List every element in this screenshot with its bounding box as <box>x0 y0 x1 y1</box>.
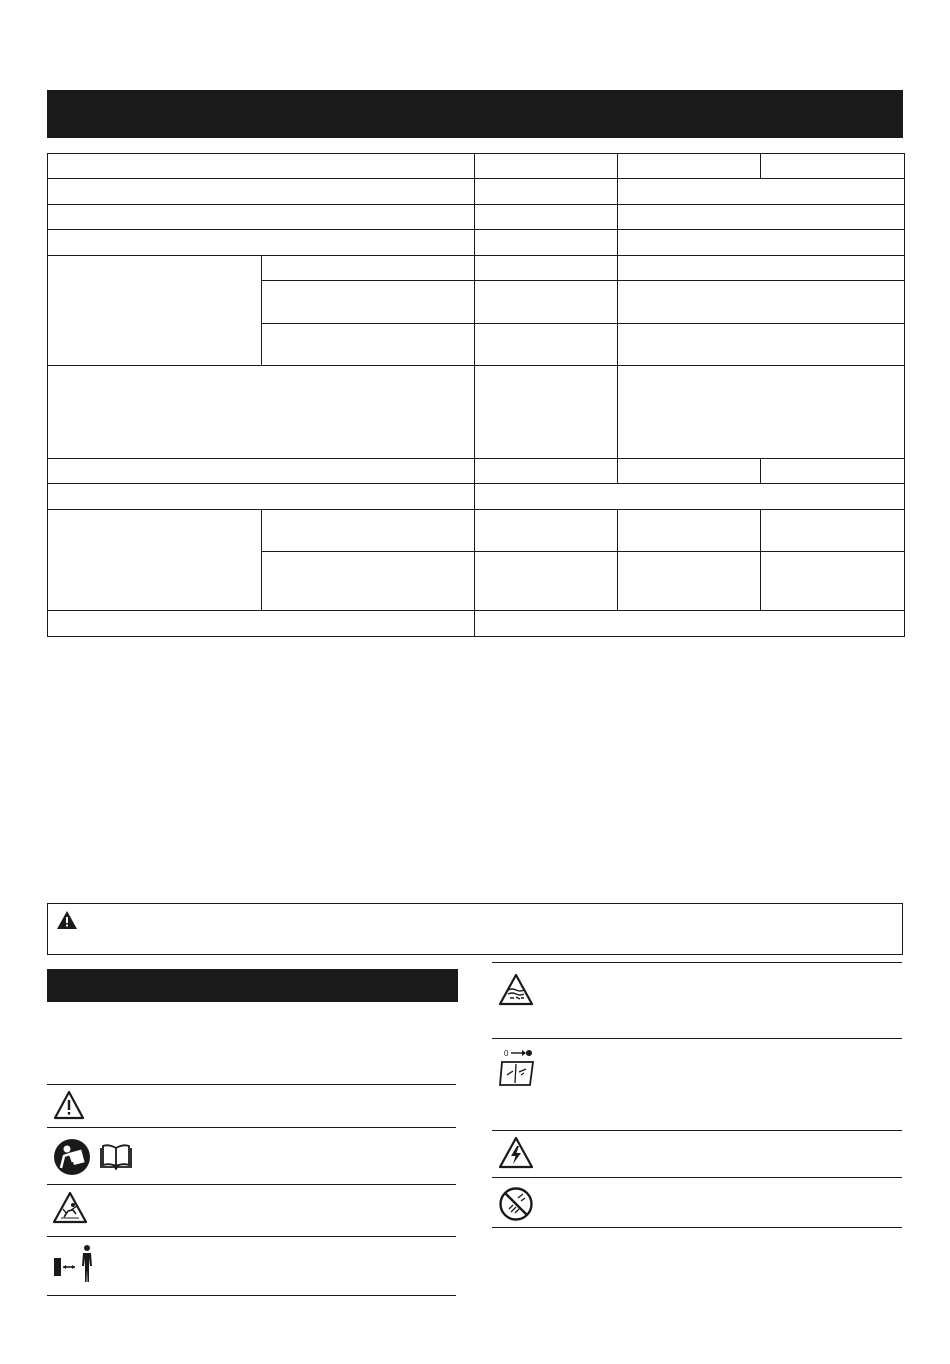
table-row <box>48 179 905 205</box>
warning-triangle-icon <box>53 1090 85 1120</box>
table-cell <box>48 256 262 366</box>
table-row <box>48 154 905 179</box>
electric-hazard-icon <box>498 1136 534 1170</box>
table-cell <box>48 230 475 256</box>
table-row <box>48 205 905 230</box>
table-cell <box>48 179 475 205</box>
symbol-row <box>492 1131 902 1178</box>
table-cell <box>48 154 475 179</box>
table-row <box>48 230 905 256</box>
table-cell <box>761 154 905 179</box>
table-cell <box>48 205 475 230</box>
table-cell <box>475 611 905 637</box>
table-cell <box>618 459 761 484</box>
table-row <box>48 510 905 552</box>
table-cell <box>618 256 905 281</box>
table-cell <box>618 154 761 179</box>
specifications-banner <box>47 90 903 138</box>
table-cell <box>761 459 905 484</box>
table-cell <box>475 281 618 324</box>
symbol-row <box>47 1185 456 1237</box>
table-cell <box>475 459 618 484</box>
table-row <box>48 484 905 510</box>
table-cell <box>618 281 905 324</box>
symbol-row <box>47 1084 456 1128</box>
table-row <box>48 611 905 637</box>
warning-box <box>47 903 903 955</box>
symbols-banner <box>47 969 458 1002</box>
table-cell <box>475 366 618 459</box>
table-row <box>48 366 905 459</box>
symbol-row <box>47 1237 456 1296</box>
flying-debris-icon <box>498 973 534 1007</box>
specifications-table <box>47 153 905 637</box>
falling-objects-icon <box>52 1191 88 1225</box>
table-cell <box>618 366 905 459</box>
svg-text:0: 0 <box>504 1049 509 1058</box>
table-cell <box>475 256 618 281</box>
table-cell <box>618 179 905 205</box>
table-row <box>48 256 905 281</box>
table-cell <box>262 552 475 611</box>
table-cell <box>475 205 618 230</box>
symbol-row <box>492 1039 902 1131</box>
keep-distance-icon <box>53 1244 99 1284</box>
warning-triangle-icon <box>56 910 78 930</box>
table-cell <box>262 510 475 552</box>
table-cell <box>618 205 905 230</box>
table-cell <box>475 324 618 366</box>
table-cell <box>618 552 761 611</box>
symbol-row <box>492 1178 902 1228</box>
table-cell <box>475 154 618 179</box>
table-cell <box>618 324 905 366</box>
table-cell <box>761 552 905 611</box>
table-cell <box>475 552 618 611</box>
table-cell <box>48 366 475 459</box>
table-cell <box>262 324 475 366</box>
table-cell <box>48 459 475 484</box>
table-row <box>48 459 905 484</box>
table-cell <box>618 230 905 256</box>
read-manual-icon <box>53 1138 93 1176</box>
symbol-row <box>47 1128 456 1185</box>
no-water-spray-icon <box>498 1186 534 1222</box>
open-book-icon <box>99 1144 133 1170</box>
symbol-row <box>492 962 902 1039</box>
remove-key-icon <box>498 1047 538 1087</box>
table-cell <box>48 484 475 510</box>
table-cell <box>48 510 262 611</box>
table-cell <box>262 281 475 324</box>
table-cell <box>475 230 618 256</box>
table-cell <box>761 510 905 552</box>
table-cell <box>475 510 618 552</box>
table-cell <box>262 256 475 281</box>
table-cell <box>475 484 905 510</box>
table-cell <box>48 611 475 637</box>
table-cell <box>475 179 618 205</box>
table-cell <box>618 510 761 552</box>
